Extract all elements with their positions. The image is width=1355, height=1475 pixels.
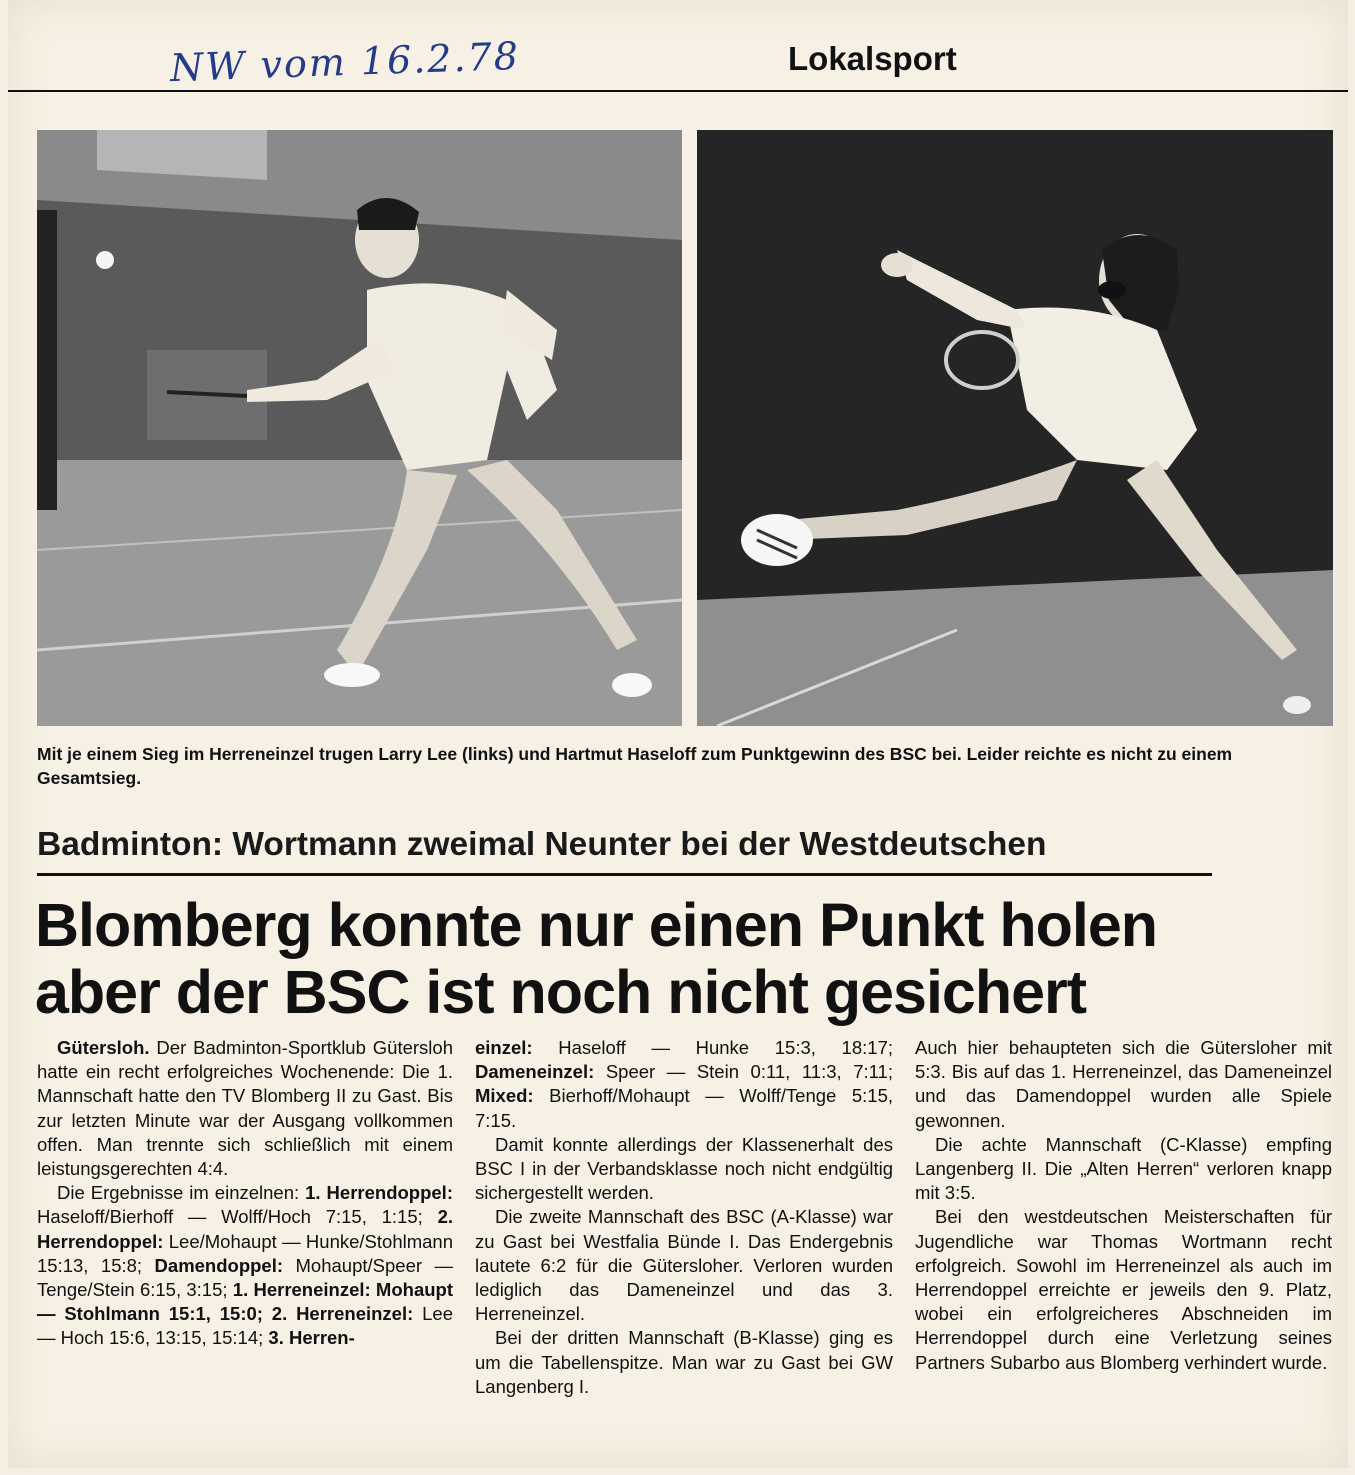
result-label-1-herrendoppel: 1. Herrendoppel: — [305, 1182, 453, 1204]
result-label-3-herreneinzel: 3. Herren- — [268, 1327, 355, 1349]
column2-paragraph-4: Bei der dritten Mannschaft (B-Klasse) ging es um die Tabellenspitze. Man war zu Gast bei GW Langenberg I. — [475, 1327, 893, 1397]
result-3-herreneinzel: Haseloff — Hunke 15:3, 18:17; — [532, 1037, 893, 1058]
column3-paragraph-3: Bei den westdeutschen Meisterschaften für Jugendliche war Thomas Wortmann recht erfolgreich. Sowohl im Herreneinzel als auch im Herrendoppel erreichte er jeweils den 9. Platz, wobei ein erfolgreicheres Abschneiden im Herrendoppel durch eine Verletzung seines Partners Subarbo aus Blomberg verhindert wurde. — [915, 1206, 1332, 1373]
headline-line-1: Blomberg konnte nur einen Punkt holen — [35, 891, 1158, 959]
header-rule — [8, 90, 1348, 92]
result-herreneinzel-1-2: 1. Herreneinzel: Mohaupt — Stohlmann 15:1, 15:0; 2. Herreneinzel: — [37, 1279, 453, 1325]
photo-caption: Mit je einem Sieg im Herreneinzel trugen Larry Lee (links) und Hartmut Haseloff zum Punktgewinn des BSC bei. Leider reichte es nicht zu einem Gesamtsieg. — [37, 744, 1233, 788]
result-label-2-herrendoppel: 2. Herrendoppel: — [37, 1206, 453, 1252]
result-label-mixed: Mixed: — [475, 1085, 534, 1107]
column2-paragraph-1 — [475, 1036, 893, 1133]
article-column-3 — [915, 1036, 1332, 1375]
result-label-einzel: einzel: — [475, 1037, 533, 1058]
column2-paragraph-2: Damit konnte allerdings der Klassenerhalt des BSC I in der Verbandsklasse noch nicht endgültig sichergestellt werden. — [475, 1133, 893, 1204]
column1-paragraph-1 — [37, 1036, 453, 1181]
photo-left-illustration — [37, 130, 682, 726]
result-2-herrendoppel: Lee/Mohaupt — Hunke/Stohlmann 15:13, 15:8; — [37, 1230, 453, 1276]
result-damendoppel: Mohaupt/Speer — Tenge/Stein 6:15, 3:15; — [37, 1254, 453, 1301]
result-mixed: Bierhoff/Mohaupt — Wolff/Tenge 5:15, 7:15. — [475, 1085, 893, 1131]
photo-larry-lee — [37, 130, 682, 726]
handwritten-date-note: NW vom 16.2.78 — [169, 33, 521, 91]
column1-p1-text: Der Badminton-Sportklub Gütersloh hatte ein recht erfolgreiches Wochenende: Die 1. Mannschaft hatte den TV Blomberg II zu Gast. Bis zur letzten Minute war der Ausgang vollkommen offen. Man trennte sich schließlich mit einem leistungsgerechten 4:4. — [37, 1037, 453, 1180]
photo-right-illustration — [697, 130, 1333, 726]
column2-paragraph-3: Die zweite Mannschaft des BSC (A-Klasse) war zu Gast bei Westfalia Bünde I. Das Endergebnis lautete 6:2 für die Gütersloher. Verloren wurden lediglich das Dameneinzel und das 3. Herreneinzel. — [475, 1206, 893, 1325]
kicker-headline: Badminton: Wortmann zweimal Neunter bei der Westdeutschen — [37, 826, 1047, 863]
result-label-damendoppel: Damendoppel: — [154, 1254, 284, 1276]
column3-paragraph-1: Auch hier behaupteten sich die Gütersloher mit 5:3. Bis auf das 1. Herreneinzel, das Dameneinzel und das Damendoppel wurden alle Spiele gewonnen. — [915, 1037, 1332, 1131]
result-herreneinzel-2: Lee — Hoch 15:6, 13:15, 15:14; — [37, 1303, 453, 1349]
section-title: Lokalsport — [788, 40, 957, 77]
headline-line-2: aber der BSC ist noch nicht gesichert — [35, 958, 1087, 1026]
kicker-rule — [37, 873, 1212, 876]
dateline: Gütersloh. — [57, 1037, 150, 1058]
result-dameneinzel: Speer — Stein 0:11, 11:3, 7:11; — [594, 1061, 893, 1083]
result-label-dameneinzel: Dameneinzel: — [475, 1061, 595, 1083]
article-column-2 — [475, 1036, 893, 1399]
main-headline — [35, 892, 1335, 1026]
column1-paragraph-2 — [37, 1181, 453, 1350]
article-column-1 — [37, 1036, 453, 1351]
column3-paragraph-2: Die achte Mannschaft (C-Klasse) empfing Langenberg II. Die „Alten Herren“ verloren knapp mit 3:5. — [915, 1133, 1332, 1204]
photo-hartmut-haseloff — [697, 130, 1333, 726]
result-1-herrendoppel: Haseloff/Bierhoff — Wolff/Hoch 7:15, 1:15; — [37, 1206, 438, 1228]
results-intro: Die Ergebnisse im einzelnen: — [57, 1182, 306, 1204]
